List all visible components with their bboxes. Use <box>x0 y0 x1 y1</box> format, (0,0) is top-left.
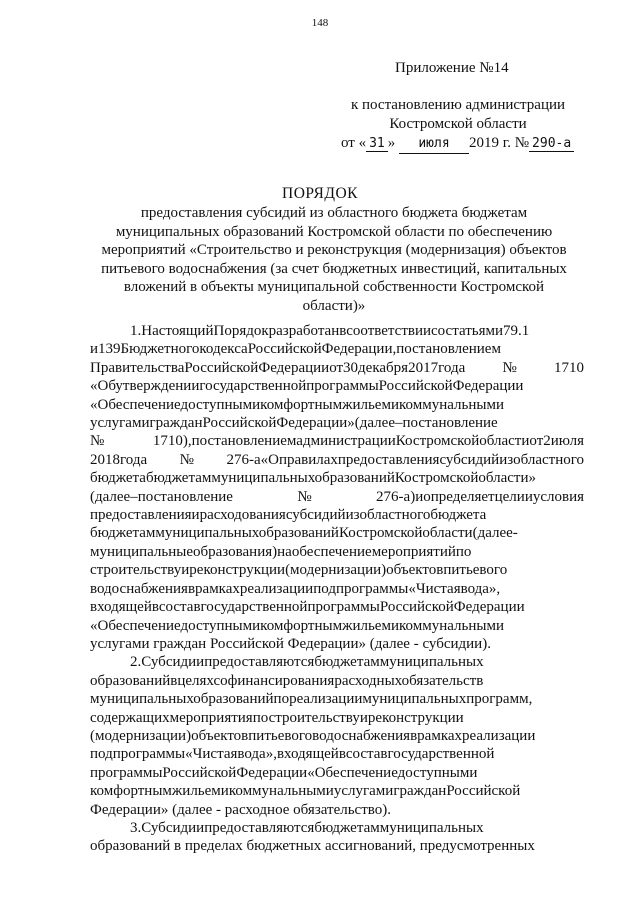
decree-day: 31 <box>366 136 388 152</box>
paragraph-line: содержащихмероприятияпостроительствуиреконструкции <box>90 709 464 726</box>
decree-line-1: к постановлению администрации <box>350 97 566 113</box>
paragraph-line: и139БюджетногокодексаРоссийскойФедерации,постановлением <box>90 341 501 358</box>
paragraph-line: водоснабженияврамкахреализацииподпрограммы«Чистаявода», <box>90 580 501 597</box>
paragraph-line: 2018года№276-а«Оправилахпредоставлениясубсидийизобластного <box>90 451 584 468</box>
decree-month: июля <box>399 134 469 154</box>
paragraph-line: входящейвсоставгосударственнойпрограммыРоссийскойФедерации <box>90 599 525 616</box>
paragraph-1 <box>90 322 584 653</box>
subtitle-line: питьевого водоснабжения (за счет бюджетных инвестиций, капитальных <box>101 260 567 277</box>
paragraph-line: муниципальныхобразованийпореализациимуниципальныхпрограмм, <box>90 691 533 708</box>
paragraph-2 <box>90 653 584 819</box>
paragraph-line: услугами граждан Российской Федерации» (далее - субсидии). <box>90 635 491 652</box>
paragraph-line: 1.НастоящийПорядокразработанвсоответствиисостатьями79.1 <box>130 323 530 339</box>
paragraph-line: образованийвцеляхсофинансированиярасходныхобязательств <box>90 672 484 689</box>
paragraph-line: ПравительстваРоссийскойФедерацииот30декабря2017года№1710 <box>90 359 584 376</box>
document-subtitle <box>90 204 578 316</box>
paragraph-line: муниципальныеобразования)наобеспечениемероприятийпо <box>90 543 472 560</box>
paragraph-line: «ОбутверждениигосударственнойпрограммыРоссийскойФедерации <box>90 378 524 395</box>
paragraph-line: Федерации» (далее - расходное обязательство). <box>90 801 391 818</box>
body-text <box>90 322 584 856</box>
decree-reference <box>338 96 578 154</box>
document-title: ПОРЯДОК <box>282 185 358 202</box>
paragraph-line: 2.Субсидиипредоставляютсябюджетаммуниципальных <box>130 654 484 671</box>
paragraph-line: услугамигражданРоссийскойФедерации»(далее–постановление <box>90 415 498 432</box>
page-number: 148 <box>311 17 329 29</box>
paragraph-line: (модернизации)объектовпитьевоговодоснабженияврамкахреализации <box>90 727 536 744</box>
appendix-label: Приложение №14 <box>395 60 509 76</box>
paragraph-line: «Обеспечениедоступнымикомфортнымжильемикоммунальными <box>90 396 504 413</box>
paragraph-line: №1710),постановлениемадминистрацииКостромскойобластиот2июля <box>90 433 584 450</box>
paragraph-line: (далее–постановление№276-а)иопределяетцелииусловия <box>90 488 584 505</box>
subtitle-line: области)» <box>302 297 366 314</box>
paragraph-line: образований в пределах бюджетных ассигнований, предусмотренных <box>90 838 535 855</box>
paragraph-line: «Обеспечениедоступнымикомфортнымжильемикоммунальными <box>90 617 504 634</box>
subtitle-line: вложений в объекты муниципальной собственности Костромской <box>123 279 545 296</box>
decree-date-line <box>338 134 578 154</box>
date-prefix: от « <box>341 135 367 151</box>
decree-line-2: Костромской области <box>389 116 527 132</box>
date-mid: » <box>387 135 396 151</box>
paragraph-line: бюджетаммуниципальныхобразованийКостромскойобласти(далее- <box>90 525 518 542</box>
decree-number: 290-а <box>529 136 574 152</box>
paragraph-line: подпрограммы«Чистаявода»,входящейвсоставгосударственной <box>90 746 495 763</box>
subtitle-line: предоставления субсидий из областного бюджета бюджетам <box>140 205 528 221</box>
paragraph-3 <box>90 819 584 856</box>
paragraph-line: программыРоссийскойФедерации«Обеспечениедоступными <box>90 764 478 781</box>
decree-year: 2019 г. № <box>469 135 530 151</box>
subtitle-line: мероприятий «Строительство и реконструкция (модернизация) объектов <box>101 242 567 259</box>
paragraph-line: комфортнымжильемикоммунальнымиуслугамигражданРоссийской <box>90 783 521 800</box>
subtitle-line: муниципальных образований Костромской области по обеспечению <box>115 223 553 240</box>
paragraph-line: предоставленияирасходованиясубсидийизобластногобюджета <box>90 507 487 524</box>
paragraph-line: строительствуиреконструкции(модернизации)объектовпитьевого <box>90 562 508 579</box>
paragraph-line: 3.Субсидиипредоставляютсябюджетаммуниципальных <box>130 819 484 836</box>
paragraph-line: бюджетабюджетаммуниципальныхобразованийКостромскойобласти» <box>90 470 537 487</box>
